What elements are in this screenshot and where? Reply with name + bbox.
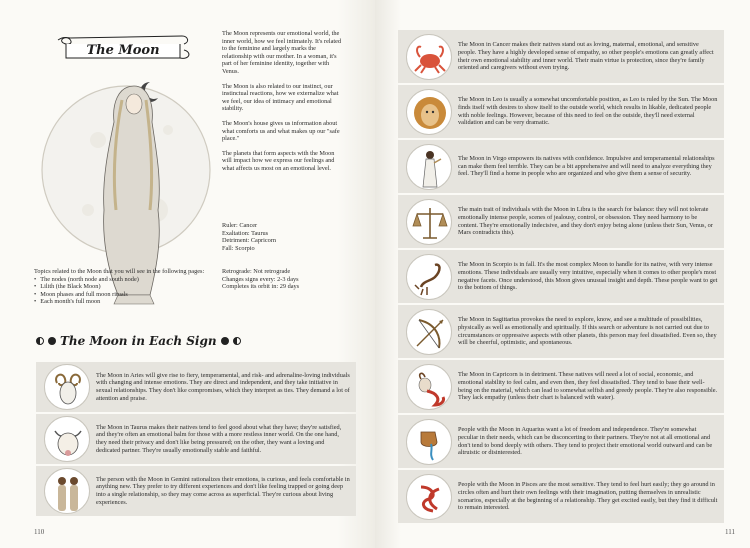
detriment-fact: Detriment: Capricorn [222,237,277,245]
bull-icon [44,416,90,462]
intro-paragraph: The Moon is also related to our instinct, our instinctual reactions, how we externalize what we feel, our idea of intimacy and emotional stability. [222,82,339,113]
new-moon-icon [221,337,229,345]
entry-text: People with the Moon in Aquarius want a lot of freedom and independence. They're somewhat peculiar in their needs, which can be disconcerting to their partners. They're not at all emotional and don't tend to bond deeply with others. They tend to project their emotional world outward and can be altruistic or disinterested. [458,426,713,457]
orbit-fact: Completes its orbit in: 29 days [222,283,300,291]
sign-entry-aquarius [398,415,724,468]
ram-icon [44,364,90,410]
sign-entry-pisces [398,470,724,523]
topic-item: • Each month's full moon [34,298,214,306]
entry-text: The Moon in Cancer makes their natives stand out as loving, maternal, emotional, and sensitive people. They have a highly developed sense of empathy, so other people's emotions can greatly affect their own emotional stability and inner world. Their main virtue is protection, since they're family oriented and caregivers without even trying. [458,41,714,72]
twins-icon [44,468,90,514]
moon-phase-icon [36,337,44,345]
sign-entry-taurus [36,414,356,464]
intro-paragraph: The planets that form aspects with the Moon will impact how we express our feelings and what affects us most on an emotional level. [222,149,335,172]
scorpion-icon [406,254,452,300]
ruler-fact: Ruler: Cancer [222,222,258,229]
page-title: The Moon [86,43,160,58]
entry-text: The main trait of individuals with the Moon in Libra is the search for balance: they will not tolerate emotionally intense people, scenes of jealousy, control, or obsession. They need harmony to be content. They're emotionally indecisive, and they don't enjoy being alone (unless their Sun, Venus, or Mars contradicts this). [458,206,713,237]
page-number: 111 [725,528,735,536]
new-moon-icon [48,337,56,345]
topic-item: • The nodes (north node and south node) [34,276,214,284]
intro-paragraph: The Moon's house gives us information about what comforts us and what makes up our "safe place." [222,119,340,143]
fall-fact: Fall: Scorpio [222,244,255,252]
moon-phase-icon [233,337,241,345]
crab-icon [406,34,452,80]
sign-entry-cancer [398,30,724,83]
scales-icon [406,199,452,245]
sign-entry-gemini [36,466,356,516]
sign-entry-leo [398,85,724,138]
sign-entry-virgo [398,140,724,193]
entry-text: People with the Moon in Pisces are the most sensitive. They tend to feel hurt easily; they go around in circles often and hurt their own feelings with their imagination, putting themselves in unrealistic scenarios, especially at the beginning of a relationship. They get excited easily, but they find it difficult to remain interested. [458,481,718,512]
retrograde-fact: Retrograde: Not retrograde [222,268,291,275]
bow-arrow-icon [406,309,452,355]
sign-entry-sagittarius [398,305,724,358]
sign-entry-scorpio [398,250,724,303]
sign-change-fact: Changes signs every: 2-3 days [222,275,299,283]
entry-text: The Moon in Aries will give rise to fiery, temperamental, and risk- and adrenaline-loving individuals with changing and intense emotions. They are direct and independent, and they take initiative in sexual relationships. They don't like compromises, which they interpret as ties. They demand a lot of attention and praise. [96,371,350,402]
sign-entry-libra [398,195,724,248]
sign-entry-capricorn [398,360,724,413]
maiden-icon [406,144,452,190]
topics-list [34,276,214,306]
exaltation-fact: Exaltation: Taurus [222,229,269,237]
right-page [375,0,750,548]
entry-text: The Moon in Capricorn is in detriment. These natives will need a lot of social, economic, and emotional stability to feel calm, and even then, they feel dissatisfied. They tend to base their well-being on the material, which can lead to somewhat selfish and greedy people. They're also responsible. They lack empathy (unless their chart is balanced with water). [458,371,718,402]
topic-item: • Moon phases and full moon rituals [34,291,214,299]
page-number: 110 [34,528,45,536]
intro-text [222,30,342,180]
entry-text: The Moon in Leo is usually a somewhat uncomfortable position, as Leo is ruled by the Sun. The Moon finds itself with desires to show itself to the outside world, which results in likable, dedicated people with noble feelings. However, because of this need to feel on the outside, they'll need external validation and can be very dramatic. [458,96,718,127]
moon-facts [222,222,342,252]
topic-item: • Lilith (the Black Moon) [34,283,214,291]
entry-text: The Moon in Taurus makes their natives tend to feel good about what they have; they're satisfied, and they're often an emotional balm for those with a more restless inner world. On the one hand, they need their privacy and don't like being pressured; on the other, they want a loving and dedicated partner. They're usually emotionally stable and faithful. [96,423,342,454]
moon-cycle-facts [222,268,342,291]
section-heading-text: The Moon in Each Sign [60,334,217,348]
entry-text: The Moon in Virgo empowers its natives with confidence. Impulsive and temperamental relationships can make them feel terrible. They can be a bit apprehensive and will need to analyze everything they feel. They'll find a home in people who are organized and who give them a sense of security. [458,155,715,178]
related-topics [34,268,214,306]
fish-icon [406,474,452,520]
intro-paragraph: The Moon represents our emotional world, the inner world, how we feel intimately. It's related to the feminine and largely marks the relationship with our mother. In a woman, it's part of her feminine identity, together with Venus. [222,30,342,75]
topics-intro: Topics related to the Moon that you will see in the following pages: [34,268,205,275]
entry-text: The Moon in Sagittarius provokes the need to explore, know, and see a multitude of possibilities, physically as well as emotionally and spiritually. If this search or adventure is not carried out due to circumstances or oppressive aspects with other planets, this person may feel dissatisfied. Even so, they will be cheerful, optimistic, and spontaneous. [458,316,717,347]
lion-icon [406,89,452,135]
section-heading [36,330,246,352]
sign-entry-aries [36,362,356,412]
sea-goat-icon [406,364,452,410]
entry-text: The Moon in Scorpio is in fall. It's the most complex Moon to handle for its native, with very intense emotions. These individuals are usually very intuitive, especially when it comes to other people's most negative facets. Once understood, this Moon gives unusual insight and depth. These people want to get to the bottom of things. [458,261,718,292]
water-jug-icon [406,419,452,465]
entry-text: The person with the Moon in Gemini rationalizes their emotions, is curious, and feels comfortable in anything new. They prefer to try different experiences and don't like feeling trapped or going deep into a single relationship, so they may come across as superficial. They're curious about living experiences. [96,475,350,506]
